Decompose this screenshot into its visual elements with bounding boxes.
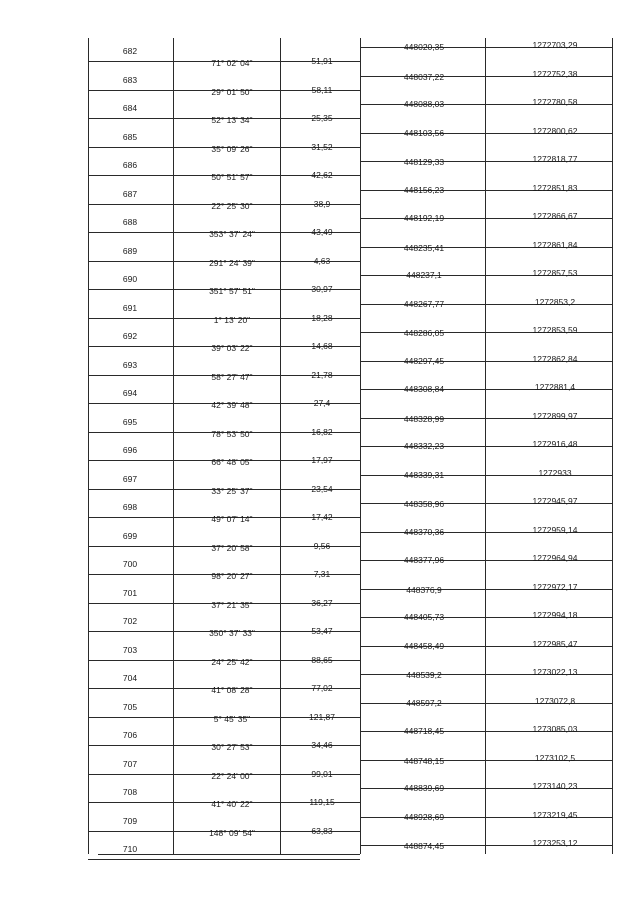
row-rule-points <box>88 859 360 860</box>
point-number: 692 <box>122 331 138 341</box>
coordinate-x: 448037,22 <box>403 71 445 82</box>
point-number: 694 <box>122 388 138 398</box>
table-column-rule <box>280 38 281 854</box>
point-number: 696 <box>122 445 138 455</box>
coordinate-x: 448088,03 <box>403 99 445 109</box>
coordinate-x: 448156,23 <box>403 184 445 195</box>
coordinate-x: 448718,45 <box>403 726 445 736</box>
segment-distance: 18,28 <box>311 312 333 323</box>
coordinate-y: 1272933 <box>538 467 572 478</box>
bearing-angle: 24° 25' 42" <box>211 656 253 667</box>
coordinate-x: 448332,23 <box>403 441 445 451</box>
bearing-angle: 50° 51' 57" <box>211 172 253 182</box>
point-number: 688 <box>122 217 138 227</box>
bearing-angle: 5° 45' 35" <box>213 713 251 724</box>
point-number: 693 <box>122 359 138 370</box>
bearing-angle: 49° 07' 14" <box>211 514 253 524</box>
coordinate-x: 448376,9 <box>406 584 442 595</box>
segment-distance: 99,01 <box>311 768 333 779</box>
coordinate-x: 448405,73 <box>403 612 445 622</box>
coordinate-y: 1272964,94 <box>532 553 578 563</box>
coordinate-y: 1272703,29 <box>532 40 578 50</box>
segment-distance: 58,11 <box>311 84 333 95</box>
coordinate-y: 1272752,38 <box>532 68 578 79</box>
bearing-angle: 66° 48' 05" <box>211 457 253 467</box>
point-number: 698 <box>122 502 138 512</box>
segment-distance: 36,27 <box>311 597 333 608</box>
point-number: 707 <box>122 758 138 769</box>
coordinate-y: 1272800,62 <box>532 125 578 136</box>
bearing-angle: 350° 37' 33" <box>209 628 255 638</box>
coordinate-y: 1272853,59 <box>532 325 578 335</box>
bearing-angle: 351° 57' 51" <box>209 286 255 296</box>
coordinate-y: 1273140,23 <box>532 781 578 791</box>
segment-distance: 27,4 <box>313 398 331 408</box>
point-number: 702 <box>122 616 138 626</box>
table-bottom-rule <box>98 854 360 855</box>
coordinate-y: 1272851,83 <box>532 182 578 193</box>
bearing-angle: 37° 21' 35" <box>211 599 253 610</box>
coordinate-x: 448597,2 <box>406 697 442 708</box>
coordinate-x: 448308,84 <box>403 384 445 394</box>
coordinate-x: 448458,49 <box>403 640 445 651</box>
point-number: 704 <box>122 673 138 683</box>
coordinate-y: 1272972,17 <box>532 581 578 592</box>
point-number: 682 <box>122 46 138 56</box>
bearing-angle: 41° 40' 22" <box>211 799 253 809</box>
coordinate-y: 1272985,47 <box>532 638 578 649</box>
point-number: 690 <box>122 274 138 284</box>
bearing-angle: 291° 24' 39" <box>209 257 255 268</box>
coordinate-y: 1273219,45 <box>532 809 578 820</box>
bearing-angle: 33° 25' 37" <box>211 485 253 496</box>
coordinate-y: 1272853,2 <box>534 296 576 307</box>
point-number: 683 <box>122 74 138 85</box>
coordinate-x: 448103,56 <box>403 127 445 138</box>
coordinate-x: 448235,41 <box>403 242 445 253</box>
point-number: 686 <box>122 160 138 170</box>
segment-distance: 17,97 <box>311 455 333 465</box>
table-column-rule <box>612 38 613 854</box>
segment-distance: 42,62 <box>311 170 333 180</box>
coordinate-x: 448267,77 <box>403 298 445 309</box>
coordinate-y: 1272861,84 <box>532 239 578 250</box>
point-number: 689 <box>122 245 138 256</box>
segment-distance: 25,35 <box>311 113 333 123</box>
segment-distance: 63,83 <box>311 825 333 836</box>
coordinate-x: 448237,1 <box>406 270 442 280</box>
point-number: 685 <box>122 131 138 142</box>
point-number: 706 <box>122 730 138 740</box>
coordinate-x: 448339,31 <box>403 469 445 480</box>
bearing-angle: 78° 53' 50" <box>211 428 253 439</box>
coordinate-y: 1272994,18 <box>532 610 578 620</box>
coordinate-y: 1272959,14 <box>532 524 578 535</box>
coordinate-x: 448192,19 <box>403 213 445 223</box>
coordinate-x: 448539,2 <box>406 670 442 680</box>
point-number: 703 <box>122 644 138 655</box>
bearing-angle: 148° 09' 54" <box>209 827 255 838</box>
segment-distance: 17,42 <box>311 512 333 522</box>
coordinate-x: 448377,96 <box>403 555 445 565</box>
bearing-angle: 42° 39' 48" <box>211 400 253 410</box>
segment-distance: 121,87 <box>309 711 335 722</box>
segment-distance: 77,02 <box>311 683 333 693</box>
coordinate-x: 448748,15 <box>403 755 445 766</box>
coordinate-y: 1272866,67 <box>532 211 578 221</box>
coordinate-x: 448874,45 <box>403 841 445 851</box>
point-number: 695 <box>122 416 138 427</box>
coordinate-y: 1272780,58 <box>532 97 578 107</box>
coordinate-y: 1273072,8 <box>534 695 576 706</box>
bearing-angle: 1° 13' 20" <box>213 314 251 325</box>
segment-distance: 53,47 <box>311 626 333 636</box>
segment-distance: 88,65 <box>311 654 333 665</box>
table-column-rule <box>88 38 89 854</box>
segment-distance: 119,15 <box>309 797 335 807</box>
coordinate-y: 1272945,97 <box>532 496 578 506</box>
coordinate-x: 448358,96 <box>403 499 445 509</box>
coordinate-x: 448020,35 <box>403 42 445 52</box>
point-number: 710 <box>122 844 138 854</box>
segment-distance: 4,63 <box>313 255 331 266</box>
bearing-angle: 37° 20' 58" <box>211 542 253 553</box>
coordinate-x: 448129,33 <box>403 157 445 167</box>
segment-distance: 51,91 <box>311 56 333 66</box>
point-number: 705 <box>122 701 138 712</box>
coordinate-y: 1273253,12 <box>532 838 578 848</box>
segment-distance: 7,31 <box>313 569 331 579</box>
bearing-angle: 22° 24' 00" <box>211 770 253 781</box>
point-number: 701 <box>122 587 138 598</box>
bearing-angle: 22° 25' 30" <box>211 200 253 211</box>
point-number: 700 <box>122 559 138 569</box>
bearing-angle: 35° 09' 26" <box>211 143 253 154</box>
coordinate-y: 1272916,48 <box>532 439 578 449</box>
coordinate-x: 448928,69 <box>403 811 445 822</box>
segment-distance: 34,46 <box>311 740 333 750</box>
coordinate-y: 1273085,03 <box>532 724 578 734</box>
segment-distance: 16,82 <box>311 426 333 437</box>
segment-distance: 31,52 <box>311 141 333 152</box>
segment-distance: 30,97 <box>311 284 333 294</box>
segment-distance: 21,78 <box>311 369 333 380</box>
bearing-angle: 41° 08' 28" <box>211 685 253 695</box>
bearing-angle: 98° 20' 27" <box>211 571 253 581</box>
bearing-angle: 58° 27' 47" <box>211 371 253 382</box>
coordinate-y: 1272899,97 <box>532 410 578 421</box>
bearing-angle: 39° 03' 22" <box>211 343 253 353</box>
coordinate-x: 448370,36 <box>403 526 445 537</box>
bearing-angle: 353° 37' 24" <box>209 229 255 239</box>
coordinate-y: 1272881,4 <box>534 382 576 392</box>
point-number: 708 <box>122 787 138 797</box>
point-number: 699 <box>122 530 138 541</box>
table-column-rule <box>173 38 174 854</box>
segment-distance: 43,49 <box>311 227 333 237</box>
coordinate-y: 1272862,84 <box>532 353 578 364</box>
coordinate-x: 448286,05 <box>403 328 445 338</box>
coordinate-x: 448328,99 <box>403 413 445 424</box>
segment-distance: 14,68 <box>311 341 333 351</box>
bearing-angle: 71° 02' 04" <box>211 58 253 68</box>
segment-distance: 9,56 <box>313 540 331 551</box>
coordinate-y: 1272857,53 <box>532 268 578 278</box>
coordinate-y: 1272818,77 <box>532 154 578 164</box>
point-number: 691 <box>122 302 138 313</box>
segment-distance: 38,9 <box>313 198 331 209</box>
bearing-angle: 29° 01' 50" <box>211 86 253 97</box>
coordinate-y: 1273102,5 <box>534 752 576 763</box>
segment-distance: 23,54 <box>311 483 333 494</box>
coordinate-x: 448297,45 <box>403 355 445 366</box>
bearing-angle: 30° 27' 53" <box>211 742 253 752</box>
coordinate-y: 1273022,13 <box>532 667 578 677</box>
bearing-angle: 52° 13' 34" <box>211 115 253 125</box>
point-number: 687 <box>122 188 138 199</box>
point-number: 697 <box>122 473 138 484</box>
point-number: 684 <box>122 103 138 113</box>
point-number: 709 <box>122 815 138 826</box>
coordinate-x: 448839,69 <box>403 783 445 793</box>
